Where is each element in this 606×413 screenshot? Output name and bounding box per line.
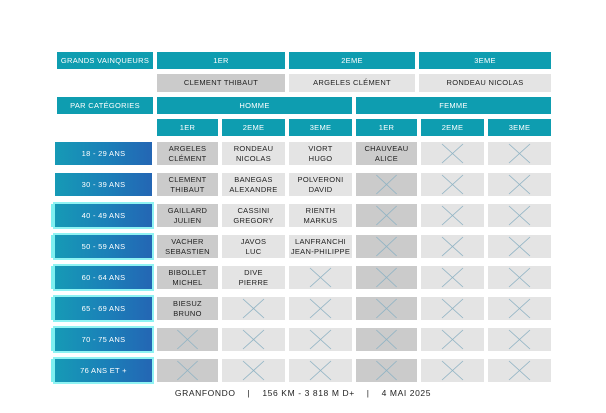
cross-icon (289, 328, 352, 351)
empty-cell (421, 204, 484, 227)
cross-icon (157, 359, 218, 382)
empty-cell (289, 297, 352, 320)
overall-rank-2-header: 2EME (289, 52, 415, 69)
cross-icon (157, 328, 218, 351)
empty-cell (488, 297, 551, 320)
cross-icon (421, 359, 484, 382)
cross-icon (488, 235, 551, 258)
empty-cell (356, 328, 417, 351)
winner-name: ARGELES CLÉMENT (168, 143, 207, 163)
cross-icon (356, 328, 417, 351)
cross-icon (289, 297, 352, 320)
winner-cell (157, 173, 218, 196)
empty-cell (157, 328, 218, 351)
overall-winner-2: ARGELES CLÉMENT (289, 74, 415, 92)
cross-icon (421, 266, 484, 289)
winner-cell (289, 235, 352, 258)
winner-cell (289, 204, 352, 227)
winner-cell (157, 266, 218, 289)
homme-rank-3-header: 3EME (289, 119, 352, 136)
winner-cell (356, 142, 417, 165)
category-label: 76 ANS ET + (55, 359, 152, 382)
empty-cell (488, 328, 551, 351)
winner-cell (157, 235, 218, 258)
category-label: 50 - 59 ANS (55, 235, 152, 258)
cross-icon (488, 328, 551, 351)
empty-cell (488, 142, 551, 165)
winner-name: BIESUZ BRUNO (173, 298, 202, 318)
femme-rank-3-header: 3EME (488, 119, 551, 136)
empty-cell (488, 359, 551, 382)
winner-cell (222, 204, 285, 227)
femme-rank-2-header: 2EME (421, 119, 484, 136)
winner-name: RONDEAU NICOLAS (233, 143, 274, 163)
winner-cell (222, 235, 285, 258)
winner-name: CLEMENT THIBAUT (168, 174, 207, 194)
femme-header: FEMME (356, 97, 551, 114)
cross-icon (222, 297, 285, 320)
cross-icon (289, 266, 352, 289)
cross-icon (356, 173, 417, 196)
winner-name: CHAUVEAU ALICE (364, 143, 409, 163)
winner-name: GAILLARD JULIEN (167, 205, 208, 225)
cross-icon (356, 235, 417, 258)
cross-icon (356, 359, 417, 382)
winner-name: BIBOLLET MICHEL (168, 267, 207, 287)
cross-icon (222, 328, 285, 351)
winner-name: CASSINI GREGORY (233, 205, 274, 225)
cross-icon (356, 266, 417, 289)
winner-name: JAVOS LUC (240, 236, 267, 256)
winner-cell (222, 266, 285, 289)
empty-cell (421, 235, 484, 258)
winner-cell (157, 204, 218, 227)
cross-icon (488, 142, 551, 165)
empty-cell (356, 204, 417, 227)
winner-name: RIENTH MARKUS (303, 205, 338, 225)
category-label: 40 - 49 ANS (55, 204, 152, 227)
category-label: 70 - 75 ANS (55, 328, 152, 351)
cross-icon (356, 204, 417, 227)
empty-cell (421, 297, 484, 320)
grands-vainqueurs-label: GRANDS VAINQUEURS (57, 52, 153, 69)
winner-cell (157, 297, 218, 320)
cross-icon (421, 328, 484, 351)
cross-icon (421, 142, 484, 165)
empty-cell (222, 359, 285, 382)
empty-cell (356, 235, 417, 258)
winner-name: BANEGAS ALEXANDRE (229, 174, 278, 194)
event-footer (0, 386, 606, 400)
cross-icon (356, 297, 417, 320)
empty-cell (222, 328, 285, 351)
category-label: 65 - 69 ANS (55, 297, 152, 320)
winner-name: DIVE PIERRE (238, 267, 269, 287)
cross-icon (488, 359, 551, 382)
event-date: 4 MAI 2025 (381, 388, 432, 398)
winner-cell (289, 142, 352, 165)
par-categories-label: PAR CATÉGORIES (57, 97, 153, 114)
empty-cell (356, 359, 417, 382)
empty-cell (356, 297, 417, 320)
winner-cell (289, 173, 352, 196)
cross-icon (488, 173, 551, 196)
winner-name: POLVERONI DAVID (297, 174, 344, 194)
cross-icon (421, 204, 484, 227)
empty-cell (289, 359, 352, 382)
empty-cell (421, 328, 484, 351)
femme-rank-1-header: 1ER (356, 119, 417, 136)
footer-separator: | (247, 388, 251, 398)
cross-icon (488, 266, 551, 289)
winner-name: VACHER SEBASTIEN (165, 236, 210, 256)
overall-rank-1-header: 1ER (157, 52, 285, 69)
winner-cell (222, 173, 285, 196)
empty-cell (421, 359, 484, 382)
winner-cell (157, 142, 218, 165)
empty-cell (356, 173, 417, 196)
cross-icon (289, 359, 352, 382)
empty-cell (488, 173, 551, 196)
category-label: 18 - 29 ANS (55, 142, 152, 165)
empty-cell (488, 204, 551, 227)
cross-icon (421, 173, 484, 196)
category-label: 30 - 39 ANS (55, 173, 152, 196)
homme-rank-1-header: 1ER (157, 119, 218, 136)
winner-name: LANFRANCHI JEAN-PHILIPPE (290, 236, 351, 256)
homme-rank-2-header: 2EME (222, 119, 285, 136)
footer-separator: | (366, 388, 370, 398)
overall-rank-3-header: 3EME (419, 52, 551, 69)
empty-cell (421, 142, 484, 165)
overall-winner-3: RONDEAU NICOLAS (419, 74, 551, 92)
cross-icon (222, 359, 285, 382)
event-distance: 156 KM - 3 818 M D+ (262, 388, 355, 398)
empty-cell (157, 359, 218, 382)
empty-cell (222, 297, 285, 320)
winner-name: VIORT HUGO (308, 143, 333, 163)
category-label: 60 - 64 ANS (55, 266, 152, 289)
empty-cell (289, 328, 352, 351)
empty-cell (488, 235, 551, 258)
empty-cell (421, 266, 484, 289)
cross-icon (421, 297, 484, 320)
winner-cell (222, 142, 285, 165)
empty-cell (421, 173, 484, 196)
empty-cell (488, 266, 551, 289)
event-name: GRANFONDO (174, 388, 236, 398)
cross-icon (421, 235, 484, 258)
homme-header: HOMME (157, 97, 352, 114)
overall-winner-1: CLEMENT THIBAUT (157, 74, 285, 92)
cross-icon (488, 297, 551, 320)
empty-cell (356, 266, 417, 289)
empty-cell (289, 266, 352, 289)
cross-icon (488, 204, 551, 227)
